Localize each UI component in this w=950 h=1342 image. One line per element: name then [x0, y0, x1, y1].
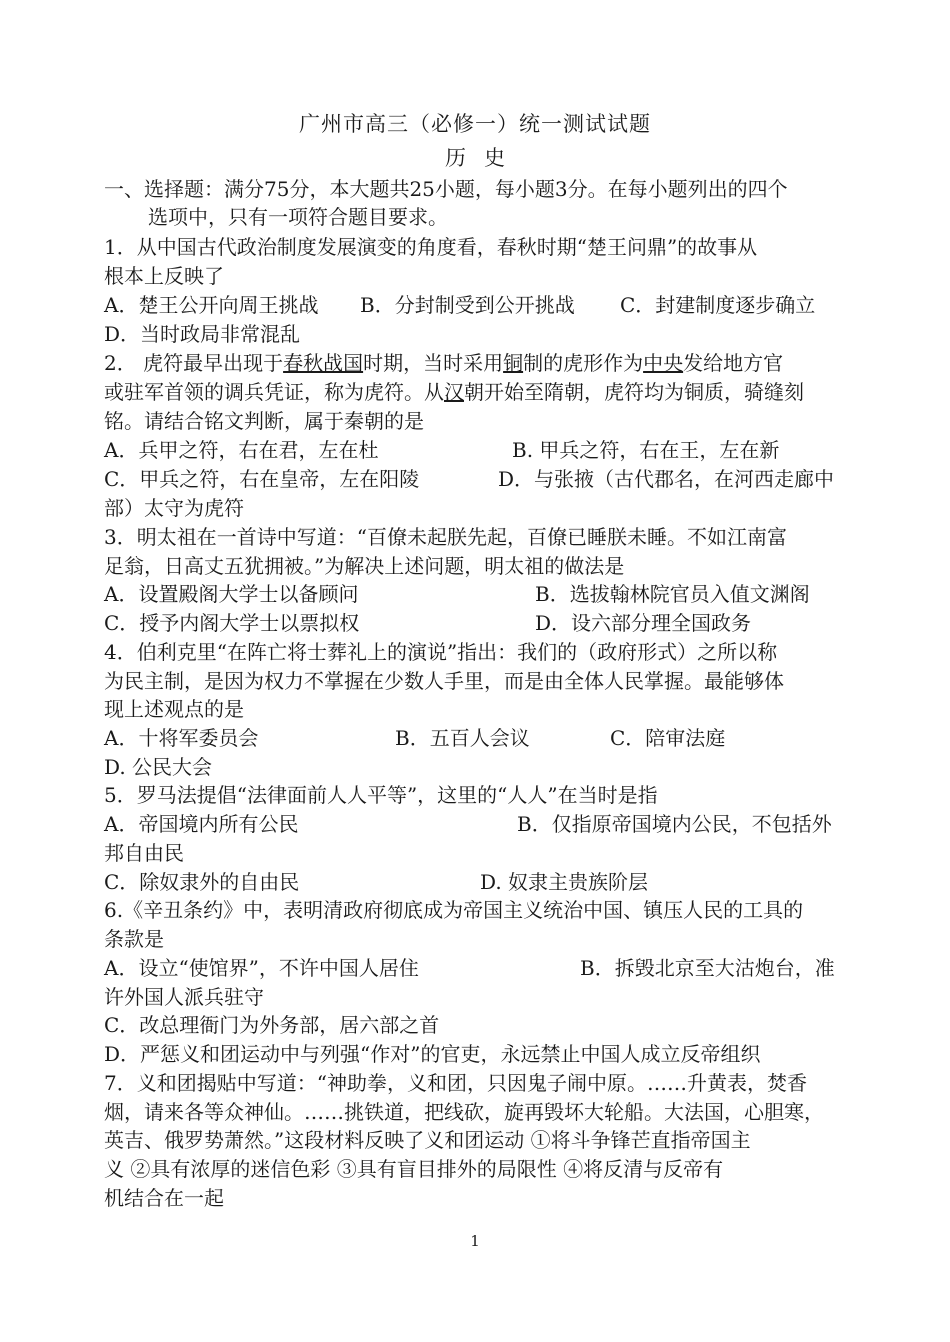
section-instruction-line-1: 一、选择题：满分75分，本大题共25小题，每小题3分。在每小题列出的四个	[104, 177, 788, 201]
page-number: 1	[470, 1232, 480, 1250]
section-instruction-line-2: 选项中，只有一项符合题目要求。	[148, 205, 448, 229]
question-2-option-b: B. 甲兵之符，右在王，左在新	[512, 438, 780, 462]
underlined-term-tong: 铜	[503, 351, 524, 375]
question-1-option-b: B．分封制受到公开挑战	[360, 293, 575, 317]
subject-char-2: 史	[484, 146, 505, 170]
question-2-text-4: 发给地方官	[683, 351, 784, 375]
question-7-line-1: 7．义和团揭贴中写道：“神助拳，义和团，只因鬼子闹中原。……升黄表，焚香	[104, 1071, 807, 1095]
question-4-option-c: C．陪审法庭	[610, 726, 726, 750]
question-4-option-a: A．十将军委员会	[104, 726, 259, 750]
question-5-option-d: D. 奴隶主贵族阶层	[480, 870, 649, 894]
question-6-option-a: A．设立“使馆界”，不许中国人居住	[104, 956, 419, 980]
question-1-line-2: 根本上反映了	[104, 264, 224, 288]
question-7-line-2: 烟，请来各等众神仙。……挑铁道，把线砍，旋再毁坏大轮船。大法国，心胆寒，	[104, 1100, 824, 1124]
question-3-line-1: 3．明太祖在一首诗中写道：“百僚未起朕先起，百僚已睡朕未睡。不如江南富	[104, 525, 787, 549]
question-2-text-2: 时期，当时采用	[363, 351, 504, 375]
question-2-line-1	[104, 350, 783, 376]
question-1-option-d: D．当时政局非常混乱	[104, 322, 301, 346]
question-5-option-a: A．帝国境内所有公民	[104, 812, 299, 836]
question-2-line-3: 铭。请结合铭文判断，属于秦朝的是	[104, 409, 424, 433]
underlined-term-chunqiu: 春秋战国	[283, 351, 364, 375]
question-1-option-a: A．楚王公开向周王挑战	[104, 293, 319, 317]
exam-subject	[0, 142, 950, 172]
question-4-line-1: 4．伯利克里“在阵亡将士葬礼上的演说”指出：我们的（政府形式）之所以称	[104, 640, 778, 664]
question-4-option-d: D. 公民大会	[104, 755, 213, 779]
question-2-text-3: 制的虎形作为	[523, 351, 644, 375]
question-5-line-1: 5．罗马法提倡“法律面前人人平等”，这里的“人人”在当时是指	[104, 783, 658, 807]
question-6-option-b: B．拆毁北京至大沽炮台，准	[580, 956, 835, 980]
question-3-option-a: A．设置殿阁大学士以备顾问	[104, 582, 359, 606]
question-1-line-1: 1．从中国古代政治制度发展演变的角度看，春秋时期“楚王问鼎”的故事从	[104, 235, 758, 259]
question-7-line-5: 机结合在一起	[104, 1186, 224, 1210]
question-6-line-1: 6.《辛丑条约》中，表明清政府彻底成为帝国主义统治中国、镇压人民的工具的	[104, 898, 804, 922]
exam-title: 广州市高三（必修一）统一测试试题	[299, 112, 651, 136]
question-6-option-c: C．改总理衙门为外务部，居六部之首	[104, 1013, 440, 1037]
question-5-option-c: C．除奴隶外的自由民	[104, 870, 300, 894]
question-2-option-d-cont: 部）太守为虎符	[104, 496, 244, 520]
question-3-line-2: 足翁，日高丈五犹拥被。”为解决上述问题，明太祖的做法是	[104, 554, 625, 578]
question-7-line-4: 义 ②具有浓厚的迷信色彩 ③具有盲目排外的局限性 ④将反清与反帝有	[104, 1157, 724, 1181]
underlined-term-zhongyang: 中央	[643, 351, 684, 375]
question-2-text-1: 2． 虎符最早出现于	[104, 351, 284, 375]
question-2-option-c: C．甲兵之符，右在皇帝，左在阳陵	[104, 467, 420, 491]
question-7-line-3: 英吉、俄罗势萧然。”这段材料反映了义和团运动 ①将斗争锋芒直指帝国主	[104, 1128, 751, 1152]
question-4-option-b: B．五百人会议	[395, 726, 530, 750]
question-6-option-b-cont: 许外国人派兵驻守	[104, 985, 264, 1009]
question-6-option-d: D．严惩义和团运动中与列强“作对”的官吏，永远禁止中国人成立反帝组织	[104, 1042, 761, 1066]
question-5-option-b-cont: 邦自由民	[104, 841, 184, 865]
question-3-option-b: B．选拔翰林院官员入值文渊阁	[535, 582, 810, 606]
question-2-text-6: 朝开始至隋朝，虎符均为铜质，骑缝刻	[464, 380, 804, 404]
question-6-line-2: 条款是	[104, 927, 164, 951]
question-2-option-a: A．兵甲之符，右在君，左在杜	[104, 438, 379, 462]
subject-char-1: 历	[445, 146, 466, 170]
question-3-option-c: C．授予内阁大学士以票拟权	[104, 611, 360, 635]
question-2-text-5: 或驻军首领的调兵凭证，称为虎符。从	[104, 380, 444, 404]
question-1-option-c: C．封建制度逐步确立	[620, 293, 816, 317]
question-2-option-d: D．与张掖（古代郡名，在河西走廊中	[498, 467, 835, 491]
question-4-line-2: 为民主制，是因为权力不掌握在少数人手里，而是由全体人民掌握。最能够体	[104, 669, 784, 693]
question-5-option-b: B．仅指原帝国境内公民，不包括外	[517, 812, 832, 836]
question-2-line-2	[104, 379, 804, 405]
question-4-line-3: 现上述观点的是	[104, 697, 244, 721]
question-3-option-d: D．设六部分理全国政务	[535, 611, 752, 635]
underlined-term-han: 汉	[444, 380, 464, 404]
